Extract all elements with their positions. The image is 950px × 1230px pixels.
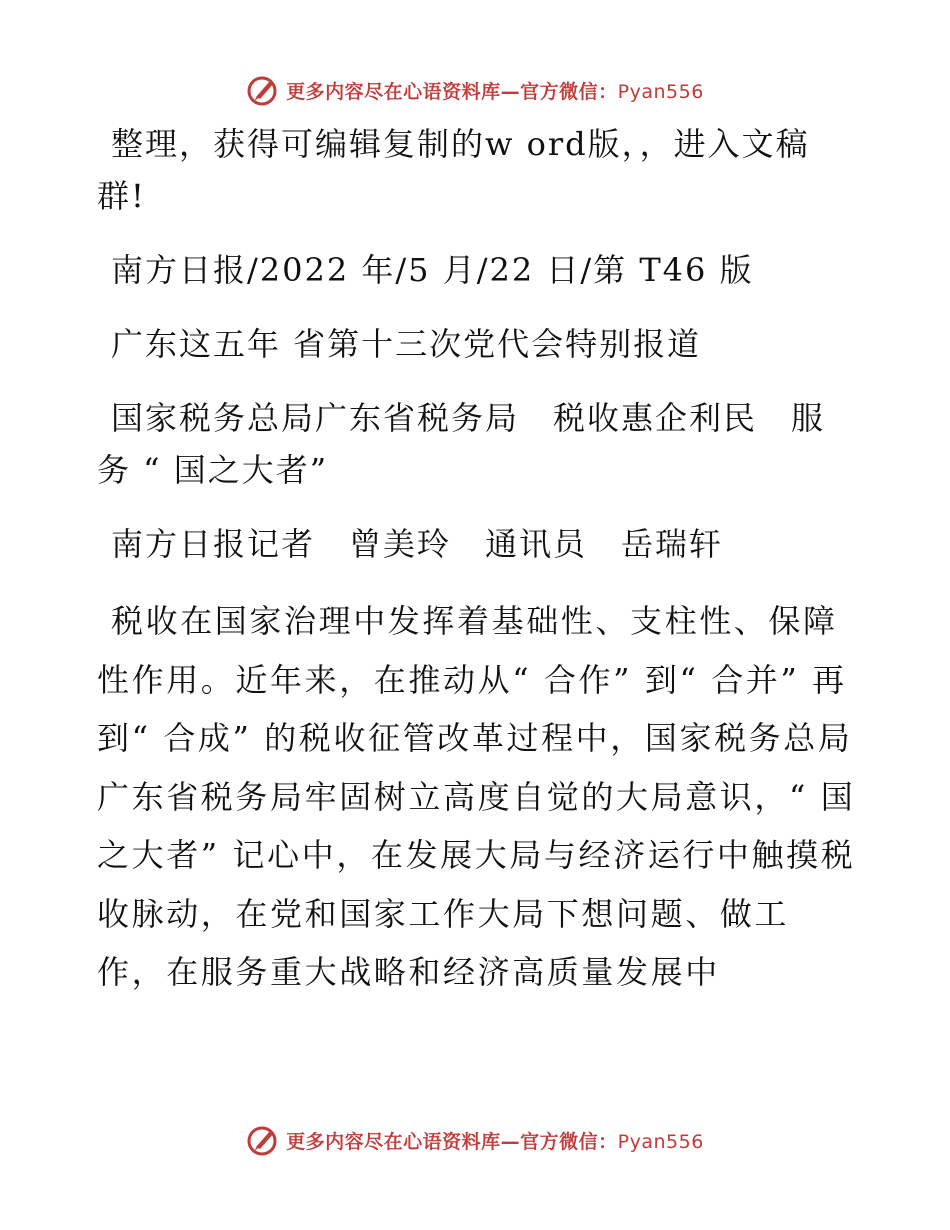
quill-pen-logo-icon — [246, 1123, 280, 1157]
watermark-text: 更多内容尽在心语资料库—官方微信：Pyan556 — [286, 80, 704, 103]
byline: 南方日报记者 曾美玲 通讯员 岳瑞轩 — [111, 525, 724, 563]
source-line: 南方日报/2022 年/5 月/22 日/第 T46 版 — [111, 251, 754, 289]
column-title: 广东这五年 省第十三次党代会特别报道 — [111, 325, 702, 363]
document-content — [97, 118, 857, 1002]
header-watermark — [0, 70, 950, 110]
intro-paragraph: 整理，获得可编辑复制的w ord版，，进入文稿群! — [97, 125, 810, 215]
footer-watermark — [0, 1120, 950, 1160]
watermark-text: 更多内容尽在心语资料库—官方微信：Pyan556 — [286, 1130, 704, 1153]
quill-pen-logo-icon — [246, 73, 280, 107]
body-paragraph: 税收在国家治理中发挥着基础性、支柱性、保障性作用。近年来，在推动从“ 合作” 到“ 合并” 再到“ 合成” 的税收征管改革过程中，国家税务总局广东省税务局牢固树立高度自觉的大局意识，“ 国之大者” 记心中，在发展大局与经济运行中触摸税收脉动，在党和国家工作大局下想问题、做工作，在服务重大战略和经济高质量发展中 — [97, 602, 856, 991]
headline: 国家税务总局广东省税务局 税收惠企利民 服务 “ 国之大者” — [97, 399, 826, 489]
